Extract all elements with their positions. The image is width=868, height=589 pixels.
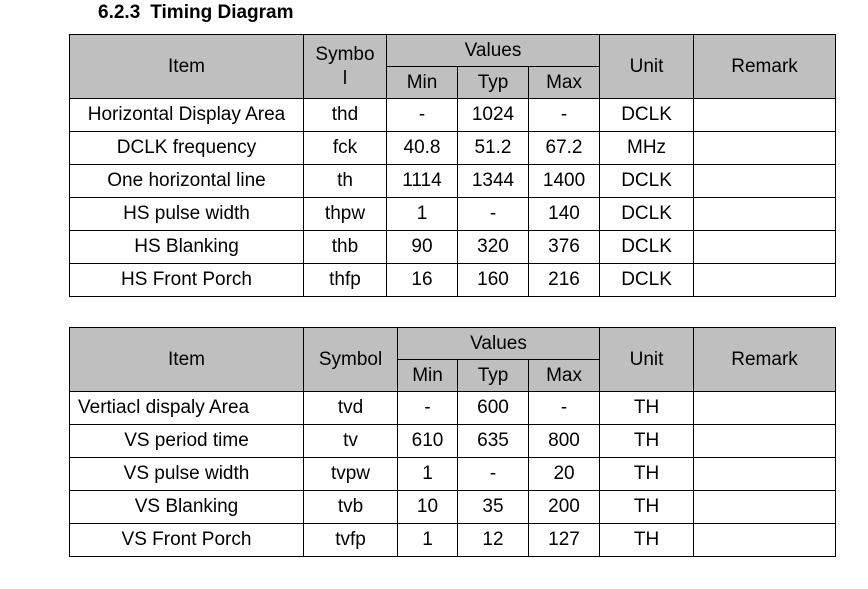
table-row (70, 425, 836, 458)
cell-max: 216 (529, 264, 600, 297)
cell-min: 40.8 (387, 132, 458, 165)
header-remark: Remark (694, 328, 836, 392)
cell-symbol: thfp (304, 264, 387, 297)
cell-min: 90 (387, 231, 458, 264)
table-row (70, 99, 836, 132)
cell-symbol: tv (304, 425, 398, 458)
cell-remark (694, 198, 836, 231)
table-row (70, 132, 836, 165)
cell-remark (694, 491, 836, 524)
header-remark: Remark (694, 35, 836, 99)
table-row (70, 198, 836, 231)
cell-max: 127 (529, 524, 600, 557)
table-header-row (70, 35, 836, 67)
table-row (70, 264, 836, 297)
cell-max: 1400 (529, 165, 600, 198)
cell-symbol: thd (304, 99, 387, 132)
horizontal-timing-body (70, 99, 836, 297)
header-item: Item (70, 328, 304, 392)
cell-max: 67.2 (529, 132, 600, 165)
cell-remark (694, 132, 836, 165)
cell-typ: - (458, 198, 529, 231)
header-values: Values (398, 328, 600, 360)
cell-remark (694, 165, 836, 198)
cell-max: 140 (529, 198, 600, 231)
cell-min: 16 (387, 264, 458, 297)
cell-symbol: fck (304, 132, 387, 165)
header-symbol: Symbol (304, 328, 398, 392)
cell-typ: 600 (458, 392, 529, 425)
cell-remark (694, 99, 836, 132)
header-unit: Unit (600, 35, 694, 99)
cell-remark (694, 458, 836, 491)
header-symbol-line2: l (342, 67, 348, 89)
section-title-text: Timing Diagram (150, 2, 294, 23)
cell-unit: TH (600, 425, 694, 458)
cell-remark (694, 264, 836, 297)
cell-typ: 635 (458, 425, 529, 458)
table-row (70, 458, 836, 491)
cell-item: VS Front Porch (70, 524, 304, 557)
section-number: 6.2.3 (98, 2, 141, 23)
cell-item: HS Front Porch (70, 264, 304, 297)
table-row (70, 392, 836, 425)
cell-item: VS pulse width (70, 458, 304, 491)
cell-item: Vertiacl dispaly Area (70, 392, 304, 425)
cell-unit: TH (600, 458, 694, 491)
cell-unit: DCLK (600, 198, 694, 231)
table-row (70, 165, 836, 198)
vertical-timing-body (70, 392, 836, 557)
cell-remark (694, 392, 836, 425)
header-symbol (304, 35, 387, 99)
cell-item: One horizontal line (70, 165, 304, 198)
table-row (70, 524, 836, 557)
cell-typ: 51.2 (458, 132, 529, 165)
cell-remark (694, 425, 836, 458)
cell-min: 1 (387, 198, 458, 231)
horizontal-timing-table (69, 34, 836, 297)
cell-min: - (387, 99, 458, 132)
cell-unit: TH (600, 524, 694, 557)
cell-unit: DCLK (600, 99, 694, 132)
table-row (70, 231, 836, 264)
cell-max: - (529, 99, 600, 132)
cell-min: 610 (398, 425, 458, 458)
cell-unit: DCLK (600, 264, 694, 297)
cell-item: VS period time (70, 425, 304, 458)
cell-unit: TH (600, 392, 694, 425)
cell-min: 1 (398, 524, 458, 557)
cell-symbol: tvpw (304, 458, 398, 491)
cell-item: HS Blanking (70, 231, 304, 264)
cell-symbol: tvd (304, 392, 398, 425)
cell-min: 1 (398, 458, 458, 491)
cell-typ: 35 (458, 491, 529, 524)
cell-item: HS pulse width (70, 198, 304, 231)
cell-typ: 160 (458, 264, 529, 297)
cell-symbol: th (304, 165, 387, 198)
header-max: Max (529, 67, 600, 99)
table-header-row (70, 328, 836, 360)
header-min: Min (387, 67, 458, 99)
cell-symbol: tvfp (304, 524, 398, 557)
cell-unit: DCLK (600, 165, 694, 198)
header-values: Values (387, 35, 600, 67)
cell-min: 10 (398, 491, 458, 524)
cell-unit: DCLK (600, 231, 694, 264)
cell-symbol: tvb (304, 491, 398, 524)
cell-item: VS Blanking (70, 491, 304, 524)
cell-item: DCLK frequency (70, 132, 304, 165)
table-row (70, 491, 836, 524)
cell-typ: 12 (458, 524, 529, 557)
section-title (98, 2, 294, 24)
cell-min: - (398, 392, 458, 425)
header-min: Min (398, 360, 458, 392)
cell-min: 1114 (387, 165, 458, 198)
cell-typ: - (458, 458, 529, 491)
header-symbol-line1: Symbo (315, 43, 375, 65)
cell-item: Horizontal Display Area (70, 99, 304, 132)
cell-unit: TH (600, 491, 694, 524)
cell-typ: 1024 (458, 99, 529, 132)
cell-max: 800 (529, 425, 600, 458)
cell-typ: 1344 (458, 165, 529, 198)
vertical-timing-table (69, 327, 836, 557)
cell-remark (694, 231, 836, 264)
cell-remark (694, 524, 836, 557)
cell-symbol: thb (304, 231, 387, 264)
cell-unit: MHz (600, 132, 694, 165)
header-unit: Unit (600, 328, 694, 392)
cell-typ: 320 (458, 231, 529, 264)
header-item: Item (70, 35, 304, 99)
header-typ: Typ (458, 360, 529, 392)
header-typ: Typ (458, 67, 529, 99)
cell-symbol: thpw (304, 198, 387, 231)
cell-max: 20 (529, 458, 600, 491)
cell-max: - (529, 392, 600, 425)
cell-max: 200 (529, 491, 600, 524)
header-max: Max (529, 360, 600, 392)
cell-max: 376 (529, 231, 600, 264)
